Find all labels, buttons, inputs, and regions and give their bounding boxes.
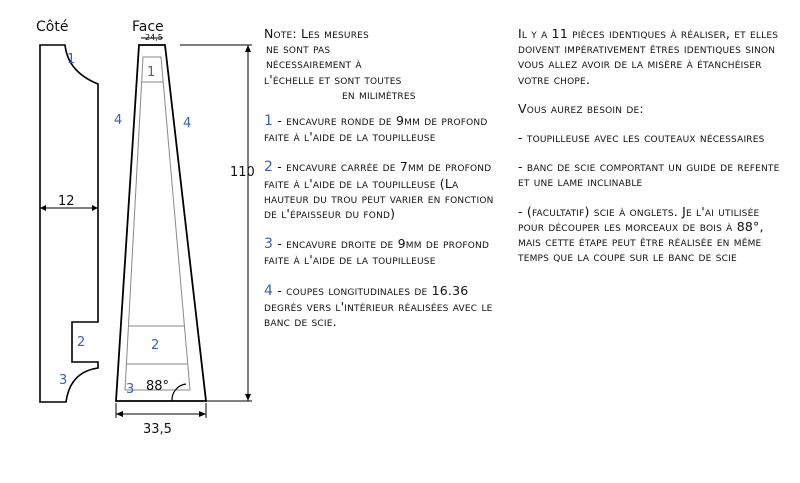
face-label-3: 3 bbox=[126, 382, 135, 397]
side-label-2: 2 bbox=[77, 335, 86, 350]
bottom-width-label: 33,5 bbox=[143, 422, 172, 437]
legend-text: - encavure carrée de 7mm de profond faite à l'aide de la toupilleuse (La hauteur du trou peut varier en fonction de l'épaisseur du fond) bbox=[264, 159, 494, 222]
legend-number: 2 bbox=[264, 159, 274, 176]
face-title: Face bbox=[132, 19, 164, 35]
height-label: 110 bbox=[230, 165, 255, 180]
instructions bbox=[518, 26, 780, 278]
legend-item-3 bbox=[264, 236, 500, 267]
note-line: Note: Les mesures bbox=[264, 26, 369, 41]
face-label-4-right: 4 bbox=[183, 116, 192, 131]
tool-item: - toupilleuse avec les couteaux nécessaires bbox=[518, 130, 765, 146]
note-line: l'échelle et sont toutes bbox=[264, 71, 402, 87]
legend-number: 1 bbox=[264, 113, 274, 129]
face-label-4-left: 4 bbox=[114, 113, 123, 128]
face-label-1: 1 bbox=[147, 65, 156, 80]
tool-item: - banc de scie comportant un guide de refente et une lame inclinable bbox=[518, 159, 780, 190]
legend-number: 4 bbox=[264, 282, 274, 299]
legend-text: - encavure droite de 9mm de profond faite à l'aide de la toupilleuse bbox=[264, 236, 490, 268]
side-profile bbox=[40, 45, 98, 402]
face-top-width-label: 24,5 bbox=[145, 33, 163, 42]
angle-arc bbox=[172, 384, 186, 401]
side-label-3: 3 bbox=[59, 373, 68, 388]
legend-text: - coupes longitudinales de 16.36 degrés vers l'intérieur réalisées avec le banc de scie. bbox=[264, 282, 493, 330]
note-line: nécessairement à bbox=[266, 56, 362, 72]
tool-item: - (facultatif) scie à onglets. Je l'ai utilisée pour découper les morceaux de bois à 88°, mais cette étape peut être réalisée en même temps que la coupe sur le banc de scie bbox=[518, 203, 764, 265]
side-width-label: 12 bbox=[58, 194, 75, 209]
face-outline bbox=[116, 45, 206, 401]
side-title: Côté bbox=[36, 19, 69, 35]
legend-item-2 bbox=[264, 159, 500, 221]
note-line: ne sont pas bbox=[266, 41, 331, 57]
legend-number: 3 bbox=[264, 236, 274, 253]
legend-list bbox=[264, 113, 500, 344]
intro-paragraph: Il y a 11 pièces identiques à réaliser, et elles doivent impérativement êtres identiques sinon vous allez avoir de la misère à étanchéiser votre chope. bbox=[518, 26, 779, 87]
tools-heading: Vous aurez besoin de: bbox=[518, 100, 644, 116]
scale-note bbox=[264, 26, 500, 102]
side-label-1: 1 bbox=[67, 52, 76, 67]
note-line: en milimètres bbox=[342, 86, 416, 102]
legend-text: - encavure ronde de 9mm de profond faite à l'aide de la toupilleuse bbox=[264, 113, 488, 145]
face-label-2: 2 bbox=[151, 338, 160, 353]
angle-label: 88° bbox=[146, 379, 170, 394]
legend-item-1 bbox=[264, 113, 500, 144]
legend-item-4 bbox=[264, 283, 500, 330]
